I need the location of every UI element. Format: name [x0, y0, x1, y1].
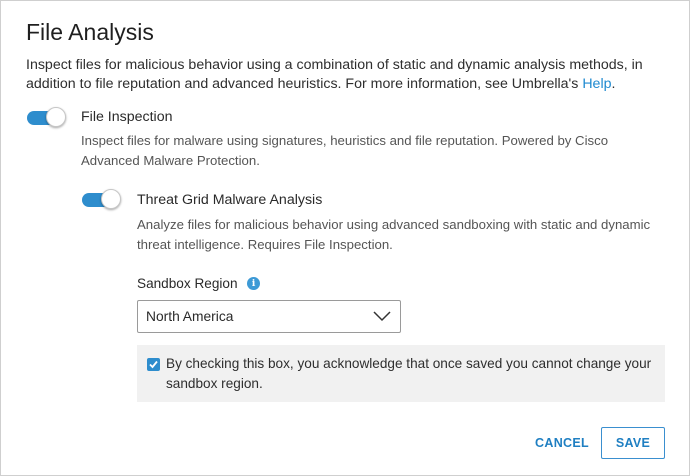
file-inspection-description: Inspect files for malware using signatures, heuristics and file reputation. Powered by Cisco Advanced Malware Protection. [81, 133, 609, 168]
intro-text [26, 56, 666, 94]
intro-body: Inspect files for malicious behavior using a combination of static and dynamic analysis methods, in addition to file reputation and advanced heuristics. For more information, see Umbrella's [26, 57, 643, 92]
file-inspection-toggle[interactable] [27, 106, 69, 128]
toggle-knob [46, 107, 66, 127]
sandbox-region-select[interactable] [137, 300, 401, 333]
info-icon[interactable]: i [247, 277, 260, 290]
acknowledge-text: By checking this box, you acknowledge that once saved you cannot change your sandbox region. [166, 356, 652, 391]
cancel-button[interactable]: CANCEL [529, 432, 595, 454]
save-button[interactable]: SAVE [601, 427, 665, 459]
page-title: File Analysis [26, 19, 154, 45]
acknowledge-box [137, 345, 665, 402]
help-link[interactable]: Help [582, 76, 612, 92]
chevron-down-icon [373, 311, 391, 322]
acknowledge-checkbox[interactable] [147, 358, 160, 371]
sandbox-region-value: North America [146, 309, 234, 324]
sandbox-region-label: Sandbox Region [137, 276, 238, 291]
threat-grid-toggle[interactable] [82, 188, 124, 210]
threat-grid-description: Analyze files for malicious behavior using advanced sandboxing with static and dynamic threat intelligence. Requires File Inspection. [137, 217, 651, 252]
toggle-knob [101, 189, 121, 209]
intro-suffix: . [611, 76, 616, 92]
threat-grid-label: Threat Grid Malware Analysis [137, 192, 323, 208]
checkmark-icon [148, 359, 159, 370]
file-inspection-label: File Inspection [81, 109, 173, 125]
